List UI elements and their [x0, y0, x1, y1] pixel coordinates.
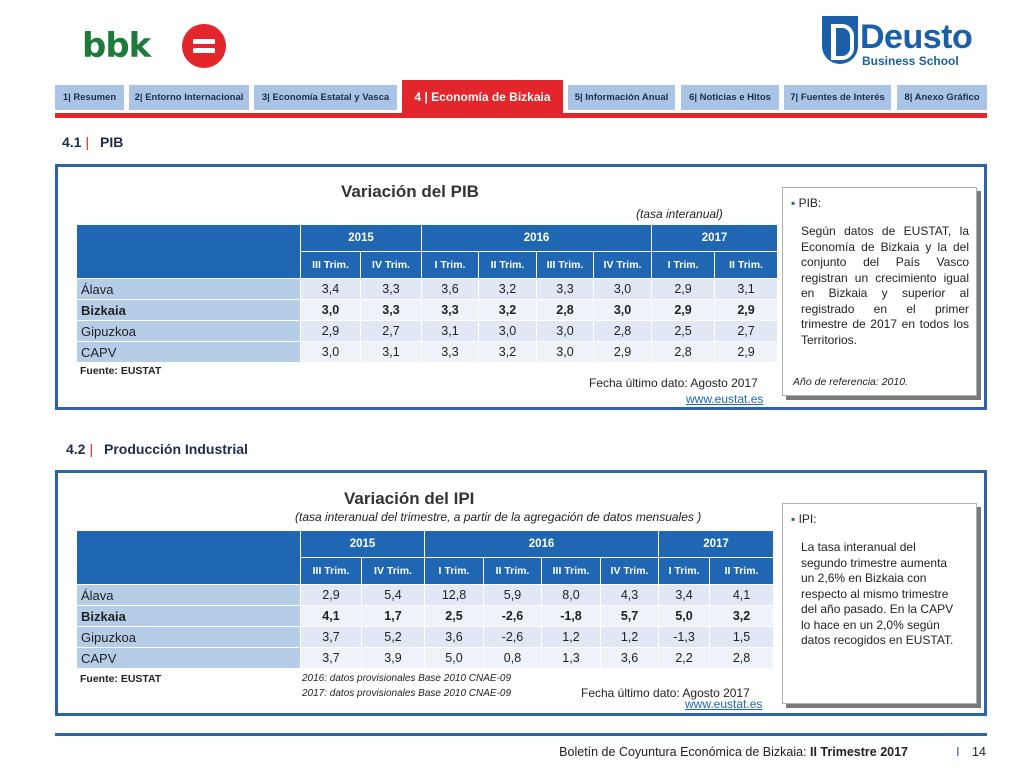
table-cell: 3,7: [301, 648, 362, 669]
tab-noticias-hitos[interactable]: 6| Noticias e Hitos: [681, 85, 779, 110]
table-cell: 8,0: [542, 585, 601, 606]
ipi-quarter-header: III Trim.: [301, 558, 362, 585]
pib-quarter-header: IV Trim.: [594, 252, 652, 279]
footer-title: [559, 745, 908, 759]
table-cell: 3,3: [422, 300, 479, 321]
ipi-eustat-link[interactable]: www.eustat.es: [685, 697, 763, 711]
table-cell: 3,0: [594, 279, 652, 300]
table-cell: 2,9: [301, 321, 361, 342]
table-cell: 2,8: [652, 342, 715, 363]
table-cell: 2,8: [537, 300, 594, 321]
bbk-logo-icon: [182, 24, 226, 68]
table-cell: 3,6: [425, 627, 484, 648]
ipi-year-header-row: [77, 531, 774, 558]
table-row: [77, 300, 778, 321]
table-cell: -2,6: [484, 627, 542, 648]
ipi-note-2017: 2017: datos provisionales Base 2010 CNAE-09: [302, 688, 512, 699]
table-cell: -1,3: [659, 627, 710, 648]
pib-chart-title: Variación del PIB: [341, 182, 479, 201]
table-row: [77, 648, 774, 669]
ipi-commentary-body: La tasa interanual del segundo trimestre aumenta un 2,6% en Bizkaia con respecto al mismo trimestre del año pasado. En la CAPV lo hace en un 2,0% según datos recogidos en EUSTAT.: [801, 540, 954, 647]
table-cell: 1,5: [710, 627, 774, 648]
tab-economia-bizkaia[interactable]: 4 | Economía de Bizkaia: [402, 80, 563, 114]
table-cell: 5,2: [362, 627, 425, 648]
table-cell: 5,0: [425, 648, 484, 669]
ipi-quarter-header: II Trim.: [710, 558, 774, 585]
table-cell: 1,2: [601, 627, 659, 648]
row-label: Álava: [77, 279, 301, 300]
table-row: [77, 279, 778, 300]
table-cell: 1,7: [362, 606, 425, 627]
table-cell: 3,7: [301, 627, 362, 648]
table-cell: 2,8: [710, 648, 774, 669]
table-cell: 2,9: [652, 300, 715, 321]
table-row: [77, 321, 778, 342]
table-cell: 3,1: [715, 279, 778, 300]
ipi-corner-cell: [77, 531, 301, 585]
pib-year-2017: 2017: [652, 225, 778, 252]
table-row: [77, 342, 778, 363]
section-ipi-title: Producción Industrial: [104, 441, 248, 457]
table-cell: 3,0: [301, 300, 361, 321]
tab-entorno-internacional[interactable]: 2| Entorno Internacional: [129, 85, 249, 110]
tab-economia-estatal-vasca[interactable]: 3| Economía Estatal y Vasca: [254, 85, 397, 110]
row-label: CAPV: [77, 342, 301, 363]
table-cell: 4,1: [710, 585, 774, 606]
table-cell: 3,1: [361, 342, 422, 363]
ipi-quarter-header: IV Trim.: [362, 558, 425, 585]
pib-commentary-body: Según datos de EUSTAT, la Economía de Bizkaia y la del conjunto del País Vasco registran un crecimiento igual en Bizkaia y superior al registrado en el primer trimestre de 2017 en todos los Territorios.: [801, 224, 969, 347]
deusto-shield-icon: [822, 16, 858, 64]
pib-reference-year: Año de referencia: 2010.: [793, 376, 908, 388]
pib-quarter-header: I Trim.: [652, 252, 715, 279]
footer-separator: I: [956, 744, 960, 759]
table-cell: -1,8: [542, 606, 601, 627]
table-cell: 4,3: [601, 585, 659, 606]
table-cell: 2,9: [715, 342, 778, 363]
table-cell: 2,7: [715, 321, 778, 342]
table-cell: 3,0: [479, 321, 537, 342]
pib-quarter-header: III Trim.: [537, 252, 594, 279]
section-ipi-number: 4.2: [66, 441, 86, 457]
ipi-quarter-header: II Trim.: [484, 558, 542, 585]
table-cell: 3,4: [301, 279, 361, 300]
table-cell: 5,9: [484, 585, 542, 606]
pib-quarter-header: IV Trim.: [361, 252, 422, 279]
ipi-quarter-header: I Trim.: [425, 558, 484, 585]
table-cell: 3,2: [479, 300, 537, 321]
ipi-note-2016: 2016: datos provisionales Base 2010 CNAE-09: [302, 673, 512, 684]
table-cell: 2,9: [652, 279, 715, 300]
table-row: [77, 627, 774, 648]
pib-eustat-link[interactable]: www.eustat.es: [686, 392, 764, 406]
table-cell: 3,6: [422, 279, 479, 300]
pib-last-data-date: Fecha último dato: Agosto 2017: [589, 376, 758, 390]
row-label: Bizkaia: [77, 606, 301, 627]
table-cell: 0,8: [484, 648, 542, 669]
table-cell: 2,5: [425, 606, 484, 627]
table-cell: 3,9: [362, 648, 425, 669]
page-number: 14: [972, 745, 986, 759]
deusto-logo: [822, 16, 982, 72]
pib-year-2015: 2015: [301, 225, 422, 252]
pib-quarter-header: III Trim.: [301, 252, 361, 279]
row-label: CAPV: [77, 648, 301, 669]
table-cell: 3,0: [594, 300, 652, 321]
table-cell: 3,3: [422, 342, 479, 363]
section-ipi-heading: 4.2 | Producción Industrial: [66, 441, 248, 457]
table-cell: 3,1: [422, 321, 479, 342]
ipi-chart-subtitle: (tasa interanual del trimestre, a partir de la agregación de datos mensuales ): [295, 510, 702, 524]
pib-year-header-row: [77, 225, 778, 252]
table-cell: 5,0: [659, 606, 710, 627]
tab-informacion-anual[interactable]: 5| Información Anual: [568, 85, 675, 110]
table-cell: 2,2: [659, 648, 710, 669]
ipi-quarter-header: I Trim.: [659, 558, 710, 585]
ipi-table: [76, 530, 774, 669]
ipi-quarter-header: III Trim.: [542, 558, 601, 585]
table-cell: 1,3: [542, 648, 601, 669]
ipi-year-2017: 2017: [659, 531, 774, 558]
table-cell: 3,2: [479, 342, 537, 363]
ipi-year-2016: 2016: [425, 531, 659, 558]
pib-quarter-header: I Trim.: [422, 252, 479, 279]
table-cell: 3,0: [537, 342, 594, 363]
footer-bulletin-name: Boletín de Coyuntura Económica de Bizkaia:: [559, 745, 811, 759]
table-cell: 3,6: [601, 648, 659, 669]
deusto-logo-name: Deusto: [860, 18, 973, 56]
row-label: Álava: [77, 585, 301, 606]
section-pib-title: PIB: [100, 134, 124, 150]
table-cell: 2,9: [301, 585, 362, 606]
table-cell: 2,9: [715, 300, 778, 321]
table-cell: -2,6: [484, 606, 542, 627]
section-pib-number: 4.1: [62, 134, 82, 150]
table-cell: 2,7: [361, 321, 422, 342]
pib-source: Fuente: EUSTAT: [80, 365, 162, 377]
pib-year-2016: 2016: [422, 225, 652, 252]
pib-corner-cell: [77, 225, 301, 279]
table-cell: 3,2: [479, 279, 537, 300]
bbk-logo: [82, 24, 226, 68]
footer-line: [55, 733, 987, 736]
tab-resumen[interactable]: 1| Resumen: [55, 85, 124, 110]
table-cell: 3,3: [361, 300, 422, 321]
tab-anexo-grafico[interactable]: 8| Anexo Gráfico: [897, 85, 987, 110]
table-cell: 3,2: [710, 606, 774, 627]
pib-table: [76, 224, 778, 363]
deusto-logo-sub: Business School: [862, 54, 959, 68]
ipi-commentary-head: ▪ IPI:: [791, 512, 817, 526]
ipi-source: Fuente: EUSTAT: [80, 673, 162, 685]
pib-quarter-header: II Trim.: [479, 252, 537, 279]
row-label: Bizkaia: [77, 300, 301, 321]
ipi-year-2015: 2015: [301, 531, 425, 558]
pib-chart-subtitle: (tasa interanual): [636, 207, 723, 221]
row-label: Gipuzkoa: [77, 321, 301, 342]
table-cell: 2,9: [594, 342, 652, 363]
ipi-last-data-date: Fecha último dato: Agosto 2017: [581, 686, 750, 700]
table-cell: 12,8: [425, 585, 484, 606]
table-cell: 5,7: [601, 606, 659, 627]
tabs-underline: [55, 113, 987, 118]
pib-commentary-box: [782, 187, 977, 396]
table-row: [77, 606, 774, 627]
table-cell: 5,4: [362, 585, 425, 606]
table-cell: 2,5: [652, 321, 715, 342]
table-cell: 2,8: [594, 321, 652, 342]
table-row: [77, 585, 774, 606]
row-label: Gipuzkoa: [77, 627, 301, 648]
table-cell: 1,2: [542, 627, 601, 648]
pib-quarter-header: II Trim.: [715, 252, 778, 279]
bbk-logo-text: bbk: [82, 26, 151, 66]
table-cell: 3,3: [361, 279, 422, 300]
table-cell: 3,0: [537, 321, 594, 342]
ipi-commentary-box: [782, 503, 977, 704]
table-cell: 4,1: [301, 606, 362, 627]
tab-fuentes-interes[interactable]: 7| Fuentes de Interés: [784, 85, 891, 110]
footer-period: II Trimestre 2017: [810, 745, 908, 759]
ipi-chart-title: Variación del IPI: [344, 489, 475, 508]
pib-commentary-head: ▪ PIB:: [791, 196, 821, 210]
section-pib-heading: 4.1 | PIB: [62, 134, 124, 150]
table-cell: 3,3: [537, 279, 594, 300]
table-cell: 3,4: [659, 585, 710, 606]
ipi-quarter-header: IV Trim.: [601, 558, 659, 585]
table-cell: 3,0: [301, 342, 361, 363]
